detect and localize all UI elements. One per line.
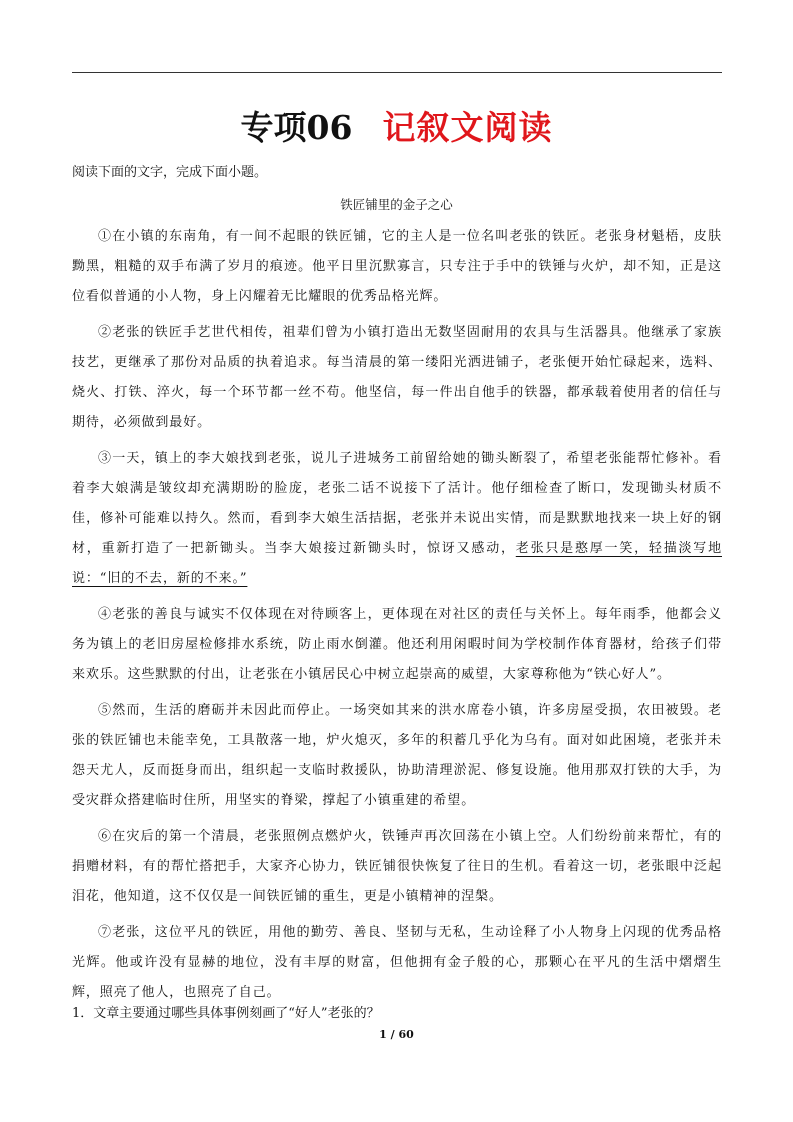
paragraph-2: ②老张的铁匠手艺世代相传，祖辈们曾为小镇打造出无数坚固耐用的农具与生活器具。他继承了家族技艺，更继承了那份对品质的执着追求。每当清晨的第一缕阳光洒进铺子，老张便开始忙碌起来，选料、烧火、打铁、淬火，每一个环节都一丝不苟。他坚信，每一件出自他手的铁器，都承载着使用者的信任与期待，必须做到最好。 bbox=[72, 325, 722, 430]
paragraph-3 bbox=[72, 444, 722, 594]
paragraph-6: ⑥在灾后的第一个清晨，老张照例点燃炉火，铁锤声再次回荡在小镇上空。人们纷纷前来帮忙，有的捐赠材料，有的帮忙搭把手，大家齐心协力，铁匠铺很快恢复了往日的生机。看着这一切，老张眼中泛起泪花，他知道，这不仅仅是一间铁匠铺的重生，更是小镇精神的涅槃。 bbox=[72, 829, 722, 904]
page-title bbox=[0, 104, 793, 152]
underlined-sentence: 老张只是憨厚一笑，轻描淡写地说：“旧的不去，新的不来。” bbox=[72, 541, 722, 586]
paragraph-3-text: ③一天，镇上的李大娘找到老张，说儿子进城务工前留给她的锄头断裂了，希望老张能帮忙修补。看着李大娘满是皱纹却充满期盼的脸庞，老张二话不说接下了活计。他仔细检查了断口，发现锄头材质不佳，修补可能难以持久。然而，看到李大娘生活拮据，老张并未说出实情，而是默默地找来一块上好的钢材，重新打造了一把新锄头。当李大娘接过新锄头时，惊讶又感动， bbox=[72, 451, 722, 556]
instruction-text: 阅读下面的文字，完成下面小题。 bbox=[72, 165, 268, 180]
paragraph-5: ⑤然而，生活的磨砺并未因此而停止。一场突如其来的洪水席卷小镇，许多房屋受损，农田被毁。老张的铁匠铺也未能幸免，工具散落一地，炉火熄灭，多年的积蓄几乎化为乌有。面对如此困境，老张并未怨天尤人，反而挺身而出，组织起一支临时救援队，协助清理淤泥、修复设施。他用那双打铁的大手，为受灾群众搭建临时住所，用坚实的脊梁，撑起了小镇重建的希望。 bbox=[72, 703, 722, 808]
title-prefix: 专项06 bbox=[240, 108, 353, 147]
title-main: 记叙文阅读 bbox=[382, 108, 553, 147]
page-number: 1 / 60 bbox=[379, 1028, 414, 1041]
paragraph-7: ⑦老张，这位平凡的铁匠，用他的勤劳、善良、坚韧与无私，生动诠释了小人物身上闪现的优秀品格光辉。他或许没有显赫的地位，没有丰厚的财富，但他拥有金子般的心，那颗心在平凡的生活中熠熠生辉，照亮了他人，也照亮了自己。 bbox=[72, 925, 722, 1000]
question-1: 1．文章主要通过哪些具体事例刻画了“好人”老张的？ bbox=[72, 1006, 380, 1021]
paragraph-1: ①在小镇的东南角，有一间不起眼的铁匠铺，它的主人是一位名叫老张的铁匠。老张身材魁梧，皮肤黝黑，粗糙的双手布满了岁月的痕迹。他平日里沉默寡言，只专注于手中的铁锤与火炉，却不知，正是这位看似普通的小人物，身上闪耀着无比耀眼的优秀品格光辉。 bbox=[72, 229, 722, 304]
header-rule bbox=[72, 72, 722, 73]
story-title: 铁匠铺里的金子之心 bbox=[340, 197, 453, 212]
article-body bbox=[72, 222, 722, 1014]
paragraph-4: ④老张的善良与诚实不仅体现在对待顾客上，更体现在对社区的责任与关怀上。每年雨季，他都会义务为镇上的老旧房屋检修排水系统，防止雨水倒灌。他还利用闲暇时间为学校制作体育器材，给孩子们带来欢乐。这些默默的付出，让老张在小镇居民心中树立起崇高的威望，大家尊称他为“铁心好人”。 bbox=[72, 607, 722, 682]
